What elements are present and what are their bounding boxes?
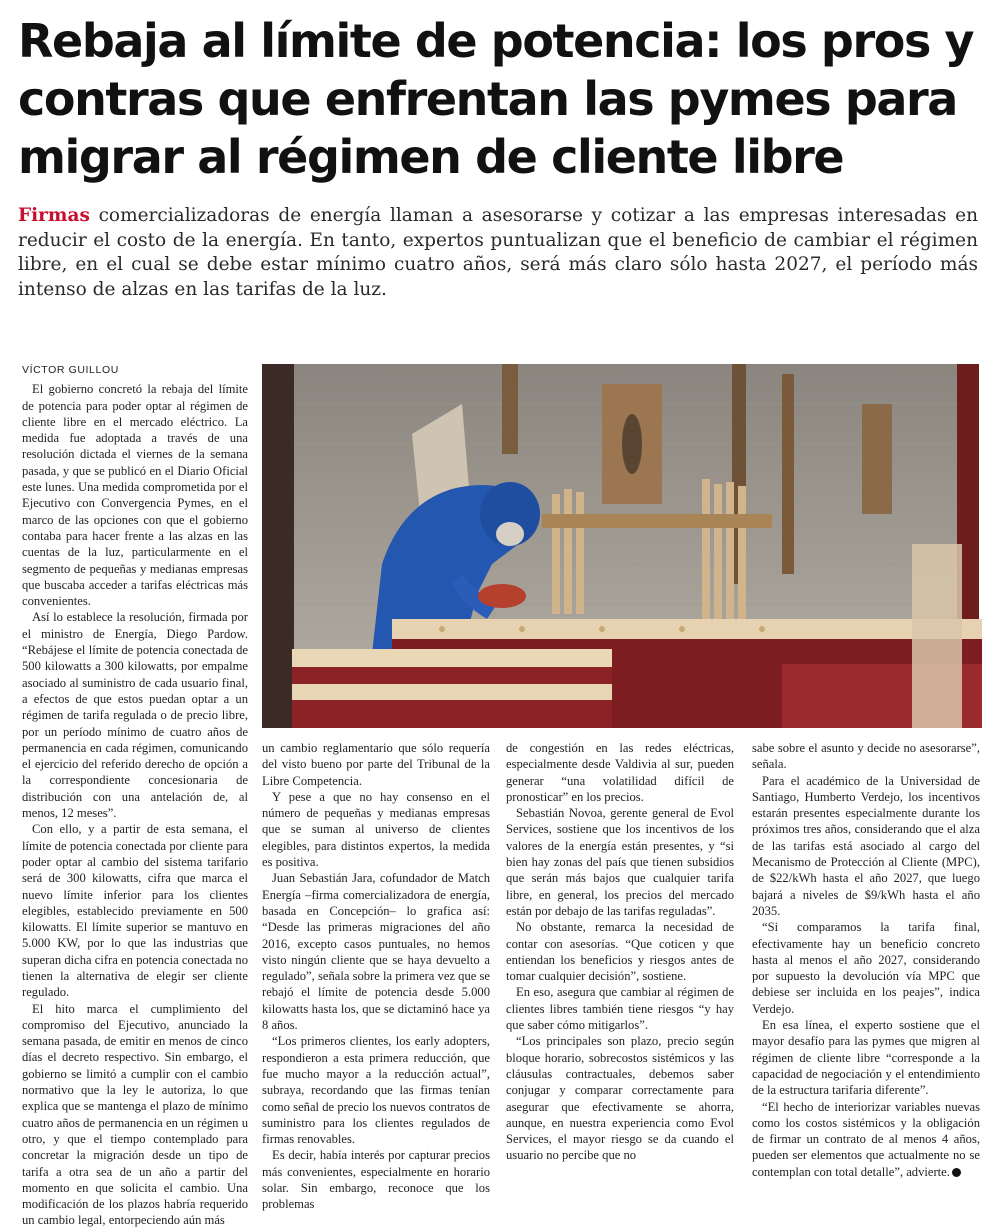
paragraph: En esa línea, el experto sostiene que el mayor desafío para las pymes que migren al régimen de cliente libre “corresponde a la capacidad de negociación y el entendimiento de la estructura tarifaria diferente”. bbox=[752, 1018, 980, 1098]
paragraph bbox=[752, 1099, 980, 1180]
workshop-photo-illustration bbox=[262, 364, 979, 728]
paragraph: En eso, asegura que cambiar al régimen de clientes libres también tiene riesgos “y hay que saber cómo mitigarlos”. bbox=[506, 985, 734, 1033]
paragraph: “Los primeros clientes, los early adopters, respondieron a esta primera reducción, que fue mucho mayor a la reducción actual”, subraya, recordando que las firmas tenían como señal de precio los nuevos contratos de suministro para los clientes regulados de firmas renovables. bbox=[262, 1034, 490, 1147]
paragraph: un cambio reglamentario que sólo requería del visto bueno por parte del Tribunal de la Libre Competencia. bbox=[262, 741, 490, 788]
column-2 bbox=[262, 740, 490, 1213]
paragraph: Y pese a que no hay consenso en el número de pequeñas y medianas empresas que se suman al universo de clientes elegibles, para distintos expertos, la medida es positiva. bbox=[262, 789, 490, 870]
paragraph: Es decir, había interés por capturar precios más convenientes, especialmente en horario solar. Sin embargo, reconoce que los problemas bbox=[262, 1148, 490, 1212]
column-3 bbox=[506, 740, 734, 1164]
paragraph: de congestión en las redes eléctricas, especialmente desde Valdivia al sur, pueden generar “una volatilidad difícil de pronosticar” en los precios. bbox=[506, 741, 734, 804]
paragraph: Con ello, y a partir de esta semana, el límite de potencia conectada por cliente para poder optar al cambio del sistema tarifario será de 300 kilowatts, cifra que marca el nuevo límite inferior para los clientes elegibles, establecido previamente en 500 kilowatts. El límite superior se mantuvo en 5.000 KW, por lo que las industrias que superan dicha cifra en potencia conectada no tienen la alternativa de elegir ser cliente regulado. bbox=[22, 822, 248, 1000]
paragraph: “Los principales son plazo, precio según bloque horario, sobrecostos sistémicos y las cláusulas contractuales, debemos saber conjugar y comparar correctamente para asegurar que efectivamente se ahorra, aunque, en nuestra experiencia como Evol Services, el mayor riesgo se da cuando el usuario no percibe que no bbox=[506, 1034, 734, 1163]
workshop-photo bbox=[262, 364, 979, 728]
paragraph: Juan Sebastián Jara, cofundador de Match Energía –firma comercializadora de energía, basada en Concepción– lo grafica así: “Desde las primeras migraciones del año 2016, excepto casos puntuales, no hemos visto ningún cliente que se haya devuelto a regulado”, señala sobre la primera vez que se rebajó el límite de potencia desde 5.000 kilowatts hasta los, que se dictaminó hace ya 8 años. bbox=[262, 871, 490, 1033]
paragraph: Para el académico de la Universidad de Santiago, Humberto Verdejo, los incentivos estarán presentes especialmente durante los próximos tres años, considerando que el alza de las tarifas está asociado al cargo del Mecanismo de Protección al Cliente (MPC), de $22/kWh hasta el año 2027, que luego bajará a niveles de $9/kWh hasta el año 2035. bbox=[752, 773, 980, 918]
paragraph: “Si comparamos la tarifa final, efectivamente hay un beneficio concreto hasta al menos el año 2027, considerando por supuesto la devolución vía MPC que debiese ser incluida en los peajes”, indica Verdejo. bbox=[752, 920, 980, 1016]
paragraph: No obstante, remarca la necesidad de contar con asesorías. “Que coticen y que entiendan los beneficios y riesgos antes de tomar cualquier decisión”, sostiene. bbox=[506, 920, 734, 984]
lead-text: comercializadoras de energía llaman a asesorarse y cotizar a las empresas interesadas en reducir el costo de la energía. En tanto, expertos puntualizan que el beneficio de cambiar el régimen libre, en el cual se debe estar mínimo cuatro años, será más claro sólo hasta 2027, el período más intenso de alzas en las tarifas de la luz. bbox=[18, 205, 978, 300]
paragraph: Sebastián Novoa, gerente general de Evol Services, sostiene que los incentivos de los valores de la energía están presentes, y “si bien hay zonas del país que tienen subsidios que serán más bajos que cualquier tarifa libre, en general, los precios del mercado están por debajo de las tarifas reguladas”. bbox=[506, 806, 734, 918]
lead-kicker: Firmas bbox=[18, 205, 90, 226]
headline: Rebaja al límite de potencia: los pros y contras que enfrentan las pymes para migrar al régimen de cliente libre bbox=[18, 14, 974, 184]
paragraph: Así lo establece la resolución, firmada por el ministro de Energía, Diego Pardow. “Rebájese el límite de potencia conectada de 500 kilowatts a 300 kilowatts, por empalme asociado al suministro de cada usuario final, a efectos de que estos puedan optar a un régimen de tarifa regulada o de precio libre, por un período mínimo de cuatro años de permanencia en cada régimen, comunicando el ejercicio del referido derecho de opción a la correspondiente concesionaria de distribución con una antelación de, al menos, 12 meses”. bbox=[22, 610, 248, 821]
lead-paragraph bbox=[18, 204, 978, 302]
column-1 bbox=[22, 362, 248, 1229]
paragraph: El hito marca el cumplimiento del compromiso del Ejecutivo, anunciado la semana pasada, de emitir en menos de cinco días el decreto respectivo. Sin embargo, el gobierno se limitó a cumplir con el cambio normativo que la ley le autoriza, lo que explica que se mantenga el plazo de mínimo cuatro años de permanencia en un régimen u otro, y que el tiempo contemplado para concretar la migración desde un tipo de tarifa a otra sea de un año a partir del momento en que solicita el cambio. Una modificación de los plazos habría requerido un cambio legal, entorpeciendo aún más bbox=[22, 1001, 248, 1228]
paragraph: El gobierno concretó la rebaja del límite de potencia para poder optar al régimen de cliente libre en el mercado eléctrico. La medida fue adoptada a través de una resolución dictada el viernes de la semana pasada, y que se publicó en el Diario Oficial este lunes. Una medida comprometida por el Ejecutivo con Convergencia Pymes, en el marco de las opciones con que el gobierno contaba para hacer frente a las alzas en las cuentas de la luz, particularmente en el segmento de pequeñas y medianas empresas que buscaba acceder a tarifas eléctricas más convenientes. bbox=[22, 382, 248, 609]
byline: VÍCTOR GUILLOU bbox=[22, 364, 119, 376]
column-4 bbox=[752, 740, 980, 1180]
paragraph-text: “El hecho de interiorizar variables nuevas como los costos sistémicos y la obligación de firmar un contrato de al menos 4 años, pueden ser elementos que actualmente no se contemplan con total detalle”, advierte. bbox=[752, 1099, 980, 1179]
end-mark-icon bbox=[952, 1168, 961, 1177]
paragraph: sabe sobre el asunto y decide no asesorarse”, señala. bbox=[752, 741, 980, 772]
